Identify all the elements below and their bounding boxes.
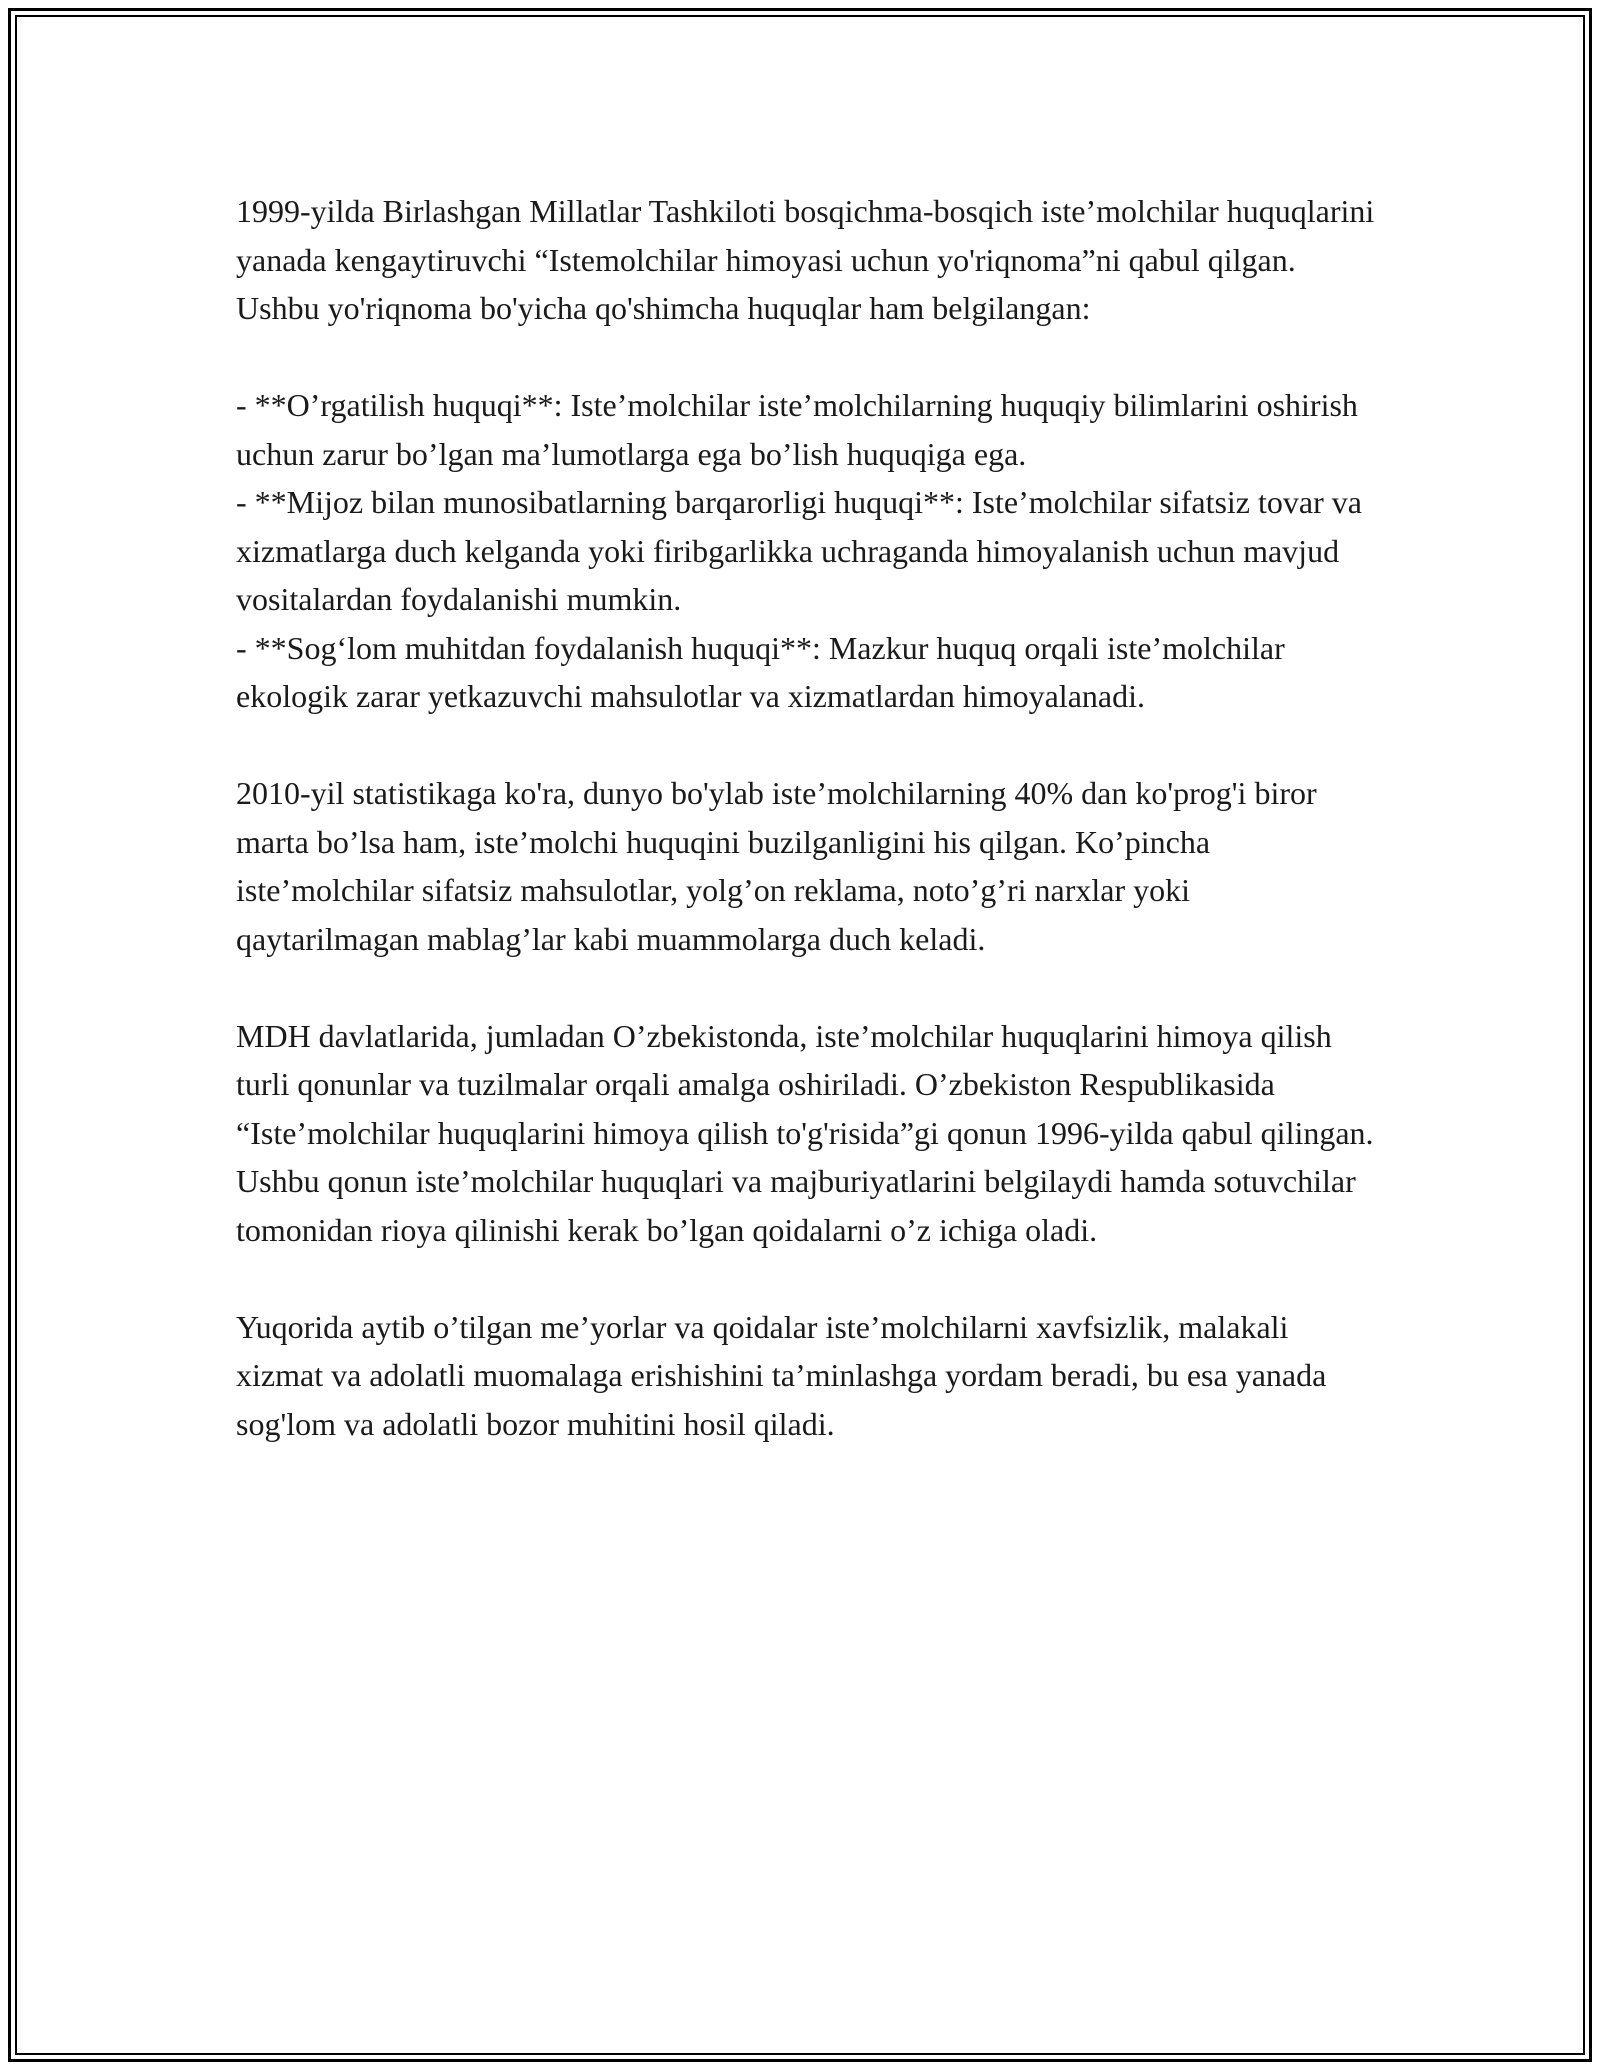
list-item: - **O’rgatilish huquqi**: Iste’molchilar iste’molchilarning huquqiy bilimlarini oshirish uchun zarur bo’lgan ma’lumotlarga ega bo’lish huquqiga ega.	[236, 387, 1358, 472]
mdh-paragraph: MDH davlatlarida, jumladan O’zbekistonda, iste’molchilar huquqlarini himoya qilish turli qonunlar va tuzilmalar orqali amalga oshiriladi. O’zbekiston Respublikasida “Iste’molchilar huquqlarini himoya qilish to'g'risida”gi qonun 1996-yilda qabul qilingan. Ushbu qonun iste’molchilar huquqlari va majburiyatlarini belgilaydi hamda sotuvchilar tomonidan rioya qilinishi kerak bo’lgan qoidalarni o’z ichiga oladi.	[236, 1017, 1374, 1248]
statistics-paragraph: 2010-yil statistikaga ko'ra, dunyo bo'ylab iste’molchilarning 40% dan ko'prog'i biror marta bo’lsa ham, iste’molchi huquqini buzilganligini his qilgan. Ko’pincha iste’molchilar sifatsiz mahsulotlar, yolg’on reklama, noto’g’ri narxlar yoki qaytarilmagan mablag’lar kabi muammolarga duch keladi.	[236, 775, 1317, 957]
list-item: - **Sog‘lom muhitdan foydalanish huquqi**: Mazkur huquq orqali iste’molchilar ekologik zarar yetkazuvchi mahsulotlar va xizmatlardan himoyalanadi.	[236, 629, 1285, 714]
document-body	[236, 187, 1376, 1497]
rights-list	[236, 381, 1376, 721]
intro-paragraph: 1999-yilda Birlashgan Millatlar Tashkiloti bosqichma-bosqich iste’molchilar huquqlarini yanada kengaytiruvchi “Istemolchilar himoyasi uchun yo'riqnoma”ni qabul qilgan. Ushbu yo'riqnoma bo'yicha qo'shimcha huquqlar ham belgilangan:	[236, 193, 1375, 326]
conclusion-paragraph: Yuqorida aytib o’tilgan me’yorlar va qoidalar iste’molchilarni xavfsizlik, malakali xizmat va adolatli muomalaga erishishini ta’minlashga yordam beradi, bu esa yanada sog'lom va adolatli bozor muhitini hosil qiladi.	[236, 1308, 1327, 1442]
list-item: - **Mijoz bilan munosibatlarning barqarorligi huquqi**: Iste’molchilar sifatsiz tovar va xizmatlarga duch kelganda yoki firibgarlikka uchraganda himoyalanish uchun mavjud vositalardan foydalanishi mumkin.	[236, 484, 1362, 617]
